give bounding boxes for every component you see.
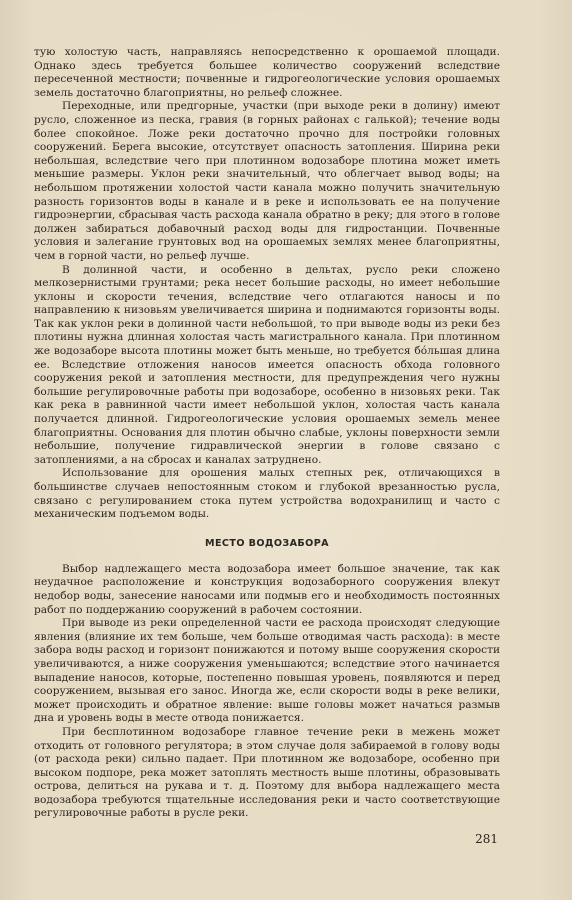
paragraph-continuation: тую холостую часть, направляясь непосредственно к орошаемой площади. Однако здесь требуется большее количество сооружений вследствие пересеченной местности; почвенные и гидрогеологические условия орошаемых земель достаточно благоприятны, но рельеф сложнее. [34, 46, 500, 99]
paragraph-intake-effects: При выводе из реки определенной части ее расхода происходят следующие явления (влияние их тем больше, чем больше отводимая часть расхода): в месте забора воды расход и горизонт понижаются и потому выше сооружения скорости увеличиваются, а ниже сооружения уменьшаются; вследствие этого начинается выпадение наносов, которые, постепенно повышая уровень, появляются и перед сооружением, вызывая его занос. Иногда же, если скорости воды в реке велики, может происходить и обратное явление: выше головы может начаться размыв дна и уровень воды в месте отвода понижается. [34, 617, 500, 725]
paragraph-valley-sections: В долинной части, и особенно в дельтах, русло реки сложено мелкозернистыми грунтами; река несет большие расходы, но имеет небольшие уклоны и скорости течения, вследствие чего отлагаются наносы и по направлению к низовьям увеличивается ширина и поднимаются горизонты воды. Так как уклон реки в долинной части небольшой, то при выводе воды из реки без плотины нужна длинная холостая часть магистрального канала. При плотинном же водозаборе высота плотины может быть меньше, но требуется бóльшая длина ее. Вследствие отложения наносов имеется опасность обхода головного сооружения рекой и затопления местности, для предупреждения чего нужны большие регулировочные работы при водозаборе, особенно в низовьях реки. Так как река в равнинной части имеет небольшой уклон, холостая часть канала получается длинной. Гидрогеологические условия орошаемых земель менее благоприятны. Основания для плотин обычно слабые, уклоны поверхности земли небольшие, получение гидравлической энергии в голове связано с затоплениями, а на сбросах и каналах затруднено. [34, 263, 500, 466]
page-number: 281 [475, 832, 498, 846]
section-heading: МЕСТО ВОДОЗАБОРА [205, 537, 329, 549]
paragraph-damless-intake: При бесплотинном водозаборе главное течение реки в межень может отходить от головного регулятора; в этом случае доля забираемой в голову воды (от расхода реки) сильно падает. При плотинном же водозаборе, особенно при высоком подпоре, река может затоплять местность выше плотины, образовывать острова, делиться на рукава и т. д. Поэтому для выбора надлежащего места водозабора требуются тщательные исследования реки и часто соответствующие регулировочные работы в русле реки. [34, 725, 500, 820]
paragraph-piedmont-sections: Переходные, или предгорные, участки (при выходе реки в долину) имеют русло, сложенное из песка, гравия (в горных районах с галькой); течение воды более спокойное. Ложе реки достаточно прочно для постройки головных сооружений. Берега высокие, отсутствует опасность затопления. Ширина реки небольшая, вследствие чего при плотинном водозаборе плотина может иметь меньшие размеры. Уклон реки значительный, что облегчает вывод воды; на небольшом протяжении холостой части канала можно получить значительную разность горизонтов воды в канале и в реке и использовать ее на получение гидроэнергии, сбрасывая часть расхода канала обратно в реку; для этого в голове должен забираться добавочный расход воды для гидростанции. Почвенные условия и залегание грунтовых вод на орошаемых землях менее благоприятны, чем в горной части, но рельеф лучше. [34, 100, 500, 262]
paragraph-intake-choice: Выбор надлежащего места водозабора имеет большое значение, так как неудачное расположение и конструкция водозаборного сооружения влекут недобор воды, занесение наносами или подмыв его и необходимость постоянных работ по поддержанию сооружений в рабочем состоянии. [34, 562, 500, 616]
paragraph-steppe-rivers: Использование для орошения малых степных рек, отличающихся в большинстве случаев непостоянным стоком и глубокой врезанностью русла, связано с регулированием стока путем устройства водохранилищ и часто с механическим подъемом воды. [34, 467, 500, 521]
page-text-block [34, 46, 500, 821]
